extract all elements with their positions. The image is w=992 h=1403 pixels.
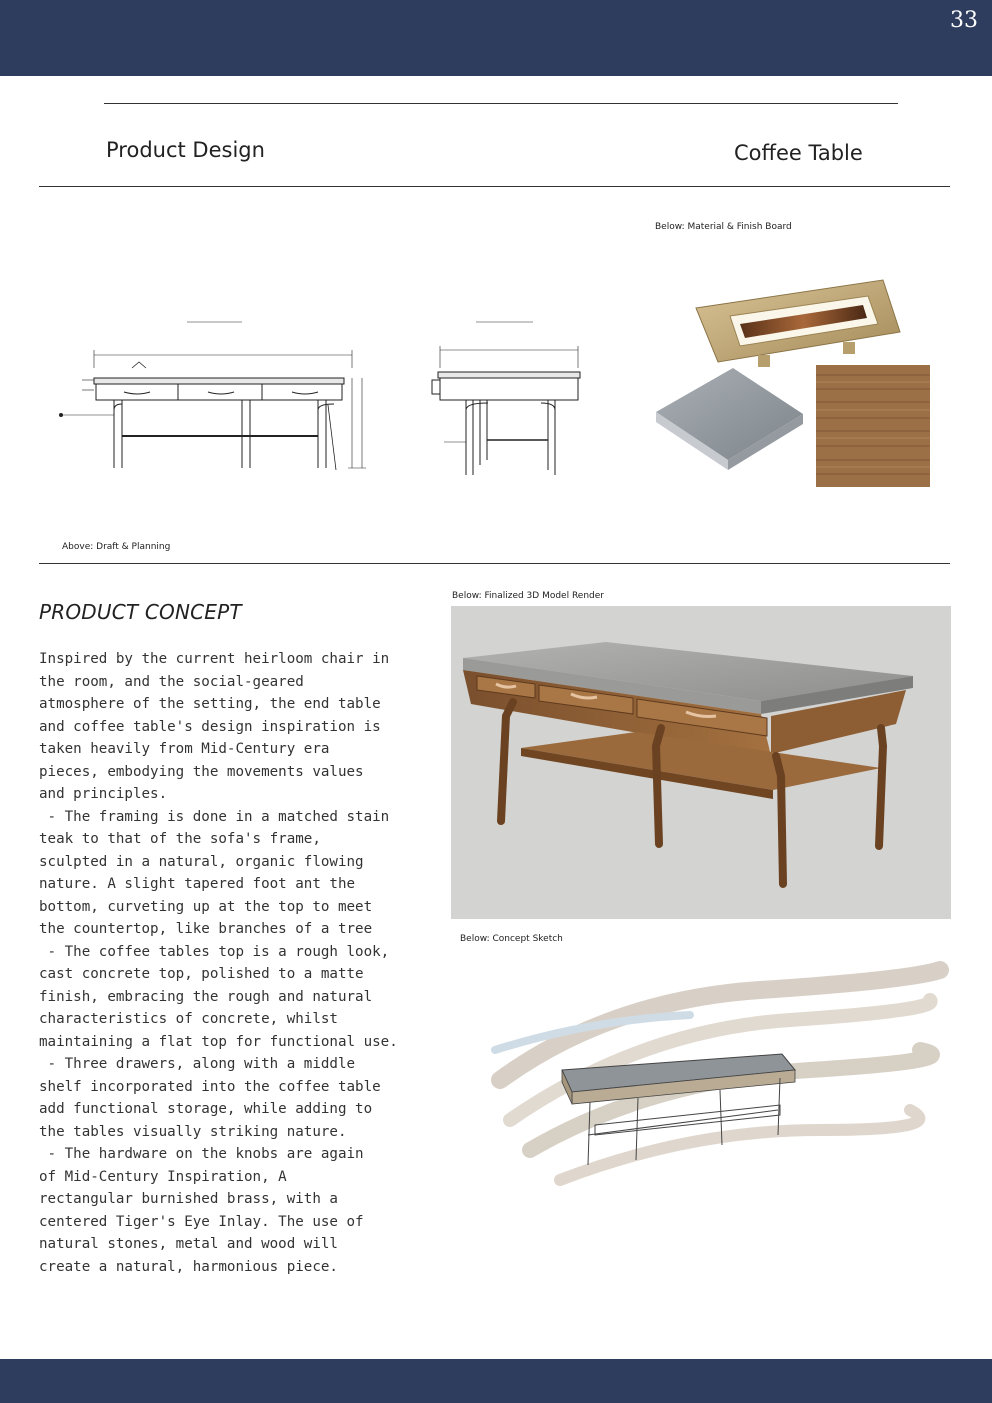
concept-line: the countertop, like branches of a tree xyxy=(39,921,373,937)
concept-line: sculpted in a natural, organic flowing xyxy=(39,853,364,870)
concept-body xyxy=(39,648,419,1278)
concept-line: shelf incorporated into the coffee table xyxy=(39,1078,381,1095)
concept-line: teak to that of the sofa's frame, xyxy=(39,831,321,847)
product-heading: Coffee Table xyxy=(734,141,863,165)
concept-line: cast concrete top, polished to a matte xyxy=(39,966,364,982)
concept-line: finish, embracing the rough and natural xyxy=(39,988,373,1005)
concept-sketch-image xyxy=(490,960,950,1200)
mid-divider xyxy=(39,563,950,564)
concept-line: pieces, embodying the movements values xyxy=(39,763,364,780)
concept-line: bottom, curveting up at the top to meet xyxy=(39,898,373,915)
concept-line: create a natural, harmonious piece. xyxy=(39,1258,338,1275)
teak-wood-sample xyxy=(816,365,930,487)
concept-line: - Three drawers, along with a middle xyxy=(39,1056,356,1072)
sketch-caption: Below: Concept Sketch xyxy=(460,934,563,944)
section-heading: Product Design xyxy=(106,138,265,162)
draft-caption: Above: Draft & Planning xyxy=(62,542,171,552)
concept-line: atmosphere of the setting, the end table xyxy=(39,696,381,712)
concept-line: the room, and the social-geared xyxy=(39,673,304,690)
concept-line: - The coffee tables top is a rough look, xyxy=(39,943,390,960)
front-elevation-drawing xyxy=(52,310,382,490)
concept-line: characteristics of concrete, whilst xyxy=(39,1011,338,1027)
concept-line: - The framing is done in a matched stain xyxy=(39,808,390,825)
material-finish-board xyxy=(648,250,938,510)
concrete-sample xyxy=(656,368,803,470)
page-number: 33 xyxy=(950,8,978,33)
model-render-image xyxy=(451,606,951,919)
concept-line: the tables visually striking nature. xyxy=(39,1123,347,1140)
concept-line: nature. A slight tapered foot ant the xyxy=(39,876,356,892)
concept-line: Inspired by the current heirloom chair in xyxy=(39,651,390,667)
top-divider xyxy=(104,103,898,104)
concept-line: centered Tiger's Eye Inlay. The use of xyxy=(39,1213,364,1230)
concept-line: of Mid-Century Inspiration, A xyxy=(39,1168,287,1185)
material-board-caption: Below: Material & Finish Board xyxy=(655,222,792,232)
concept-line: - The hardware on the knobs are again xyxy=(39,1146,364,1162)
concept-line: and coffee table's design inspiration is xyxy=(39,718,381,735)
header-divider xyxy=(39,186,950,187)
concept-line: rectangular burnished brass, with a xyxy=(39,1191,338,1207)
concept-line: add functional storage, while adding to xyxy=(39,1101,373,1117)
concept-line: taken heavily from Mid-Century era xyxy=(39,741,330,757)
concept-line: and principles. xyxy=(39,786,168,802)
header-bar xyxy=(0,0,992,76)
concept-line: natural stones, metal and wood will xyxy=(39,1236,338,1252)
concept-title: PRODUCT CONCEPT xyxy=(39,600,242,624)
footer-bar xyxy=(0,1359,992,1403)
render-caption: Below: Finalized 3D Model Render xyxy=(452,591,604,601)
side-elevation-drawing xyxy=(428,310,590,490)
concept-line: maintaining a flat top for functional use. xyxy=(39,1033,398,1050)
brass-knob-sample xyxy=(696,280,900,367)
